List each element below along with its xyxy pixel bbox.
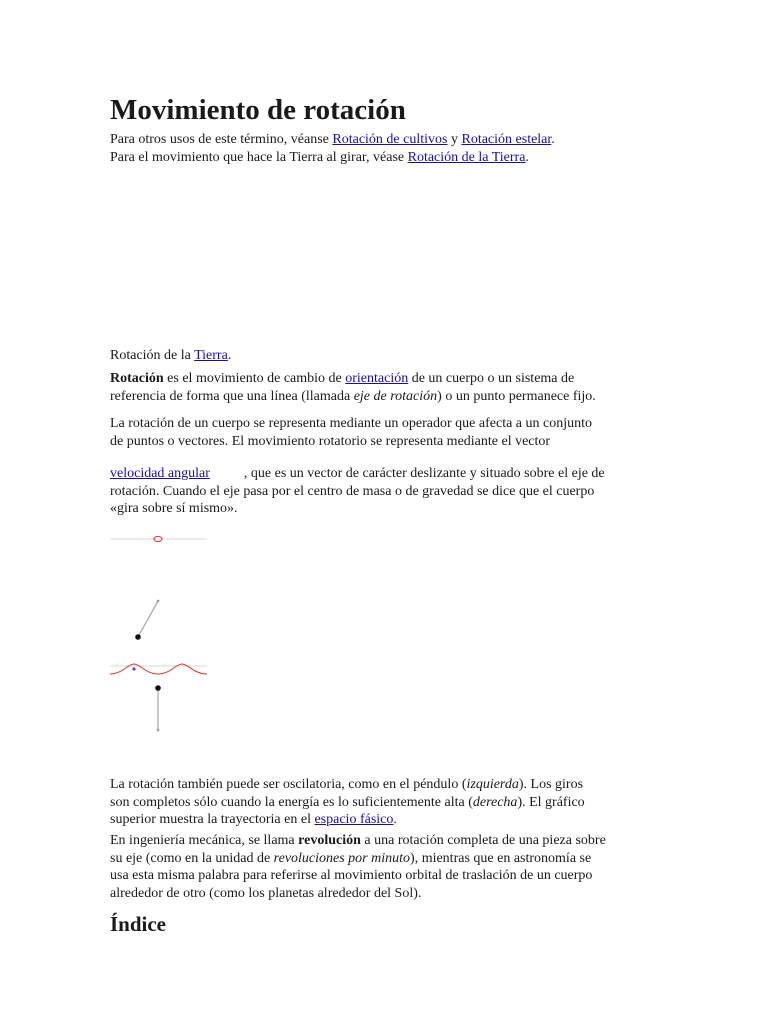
image-caption: Rotación de la Tierra. [110, 348, 232, 363]
paragraph-representation: La rotación de un cuerpo se representa mediante un operador que afecta a un conjunto de puntos o vectores. El movimiento rotatorio se representa mediante el vector [110, 416, 593, 449]
paragraph-revolution: En ingeniería mecánica, se llama revolución a una rotación completa de una pieza sobre su eje (como en la unidad de revoluciones por minuto), mientras que en astronomía se usa esta misma palabra para referirse al movimiento orbital de traslación de un cuerpo alrededor de otro (como los planetas alrededor del Sol). [110, 833, 606, 901]
paragraph-angular-velocity: velocidad angular , que es un vector de carácter deslizante y situado sobre el eje de rotación. Cuando el eje pasa por el centro de masa o de gravedad se dice que el cuerpo «gira sobre sí mismo». [110, 466, 605, 516]
index-heading: Índice [110, 912, 167, 936]
link-rotacion-de-cultivos[interactable]: Rotación de cultivos [332, 132, 448, 147]
link-tierra[interactable]: Tierra [194, 348, 228, 363]
pendulum-figure [110, 530, 210, 740]
hatnote: Para otros usos de este término, véanse Rotación de cultivos y Rotación estelar. Para el movimiento que hace la Tierra al girar, véase Rotación de la Tierra. [110, 132, 555, 165]
pendulum-rod-left [138, 601, 158, 637]
pendulum-pivot-left [157, 600, 160, 603]
phase-marker [132, 667, 135, 670]
paragraph-definition: Rotación es el movimiento de cambio de orientación de un cuerpo o un sistema de referencia de forma que una línea (llamada eje de rotación) o un punto permanece fijo. [110, 371, 596, 404]
link-espacio-fasico[interactable]: espacio fásico [314, 812, 394, 827]
link-orientacion[interactable]: orientación [345, 371, 409, 386]
paragraph-oscillation: La rotación también puede ser oscilatoria, como en el péndulo (izquierda). Los giros son completos sólo cuando la energía es lo suficientemente alta (derecha). El gráfico superior muestra la trayectoria en el espacio fásico. [110, 777, 585, 827]
page-title: Movimiento de rotación [110, 94, 406, 126]
earth-rotation-image-placeholder [110, 180, 410, 340]
link-velocidad-angular[interactable]: velocidad angular [110, 466, 210, 481]
link-rotacion-estelar[interactable]: Rotación estelar [461, 132, 552, 147]
pendulum-bob-left [135, 634, 141, 640]
pendulum-pivot-right [157, 729, 160, 732]
pendulum-bob-right [155, 685, 161, 691]
link-rotacion-de-la-tierra[interactable]: Rotación de la Tierra [407, 149, 526, 165]
